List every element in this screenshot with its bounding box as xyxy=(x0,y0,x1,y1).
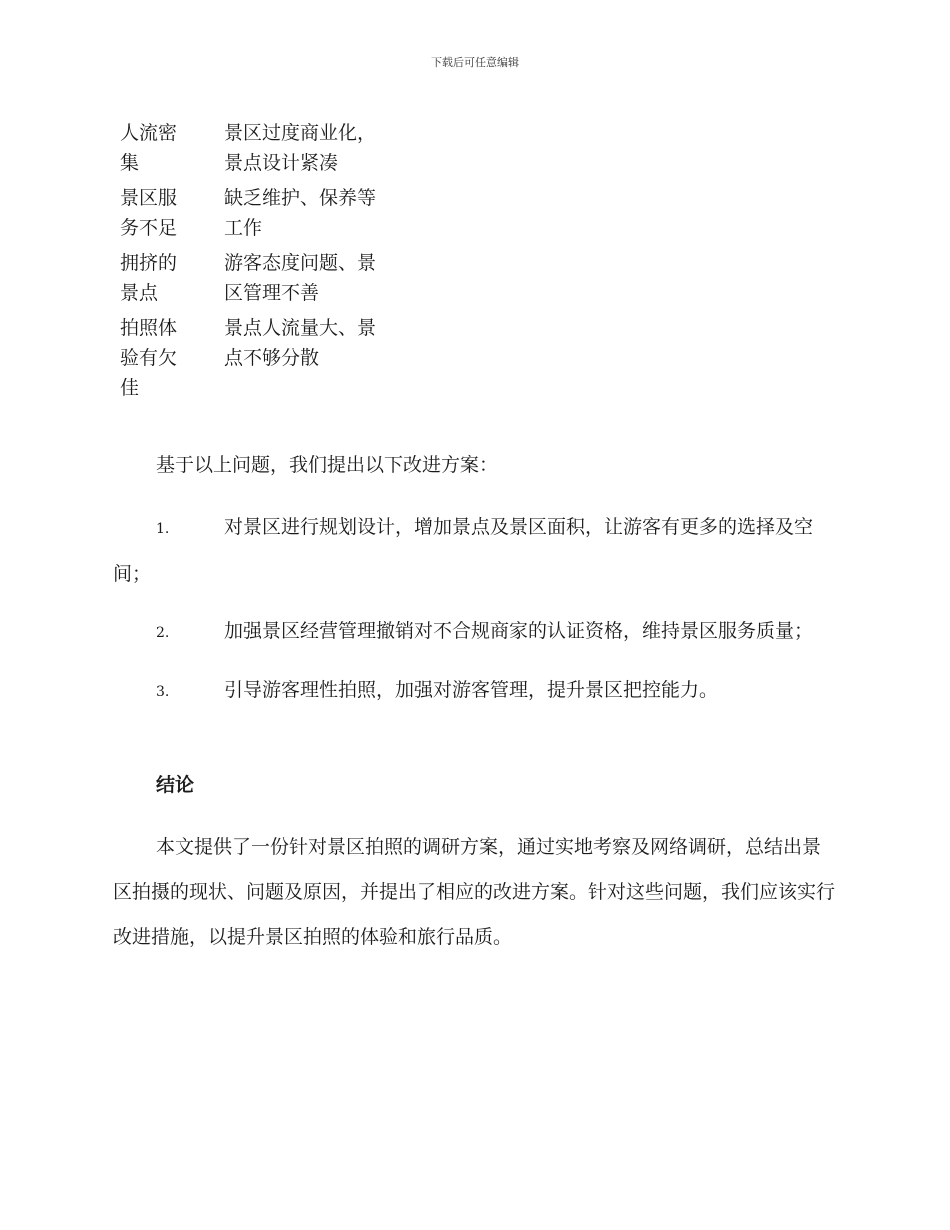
list-text: 引导游客理性拍照，加强对游客管理，提升景区把控能力。 xyxy=(224,679,719,701)
list-item xyxy=(113,505,838,597)
recommendation-list xyxy=(113,505,838,727)
table-row xyxy=(120,118,380,183)
problem-cell: 人流密集 xyxy=(120,122,178,174)
cause-cell: 景点人流量大、景点不够分散 xyxy=(224,317,377,369)
issues-table xyxy=(120,118,380,408)
conclusion-paragraph: 本文提供了一份针对景区拍照的调研方案，通过实地考察及网络调研，总结出景区拍摄的现状、问题及原因，并提出了相应的改进方案。针对这些问题，我们应该实行改进措施，以提升景区拍照的体验和旅行品质。 xyxy=(113,836,836,948)
intro-paragraph: 基于以上问题，我们提出以下改进方案： xyxy=(156,454,499,476)
list-item xyxy=(113,609,838,656)
table-row xyxy=(120,313,380,408)
list-number: 2. xyxy=(156,625,170,641)
list-number: 3. xyxy=(156,684,170,700)
list-number: 1. xyxy=(156,521,170,537)
problem-cell: 拍照体验有欠佳 xyxy=(120,317,178,399)
table-row xyxy=(120,248,380,313)
problem-cell: 拥挤的景点 xyxy=(120,252,178,304)
list-text: 对景区进行规划设计，增加景点及景区面积，让游客有更多的选择及空间； xyxy=(113,516,814,585)
table-row xyxy=(120,183,380,248)
conclusion-heading: 结论 xyxy=(156,774,195,796)
problem-cell: 景区服务不足 xyxy=(120,187,178,239)
cause-cell: 游客态度问题、景区管理不善 xyxy=(224,252,377,304)
list-item xyxy=(113,668,838,715)
page-header: 下载后可任意编辑 xyxy=(431,56,519,69)
cause-cell: 缺乏维护、保养等工作 xyxy=(224,187,377,239)
list-text: 加强景区经营管理撤销对不合规商家的认证资格，维持景区服务质量； xyxy=(224,620,814,642)
cause-cell: 景区过度商业化，景点设计紧凑 xyxy=(224,122,377,174)
